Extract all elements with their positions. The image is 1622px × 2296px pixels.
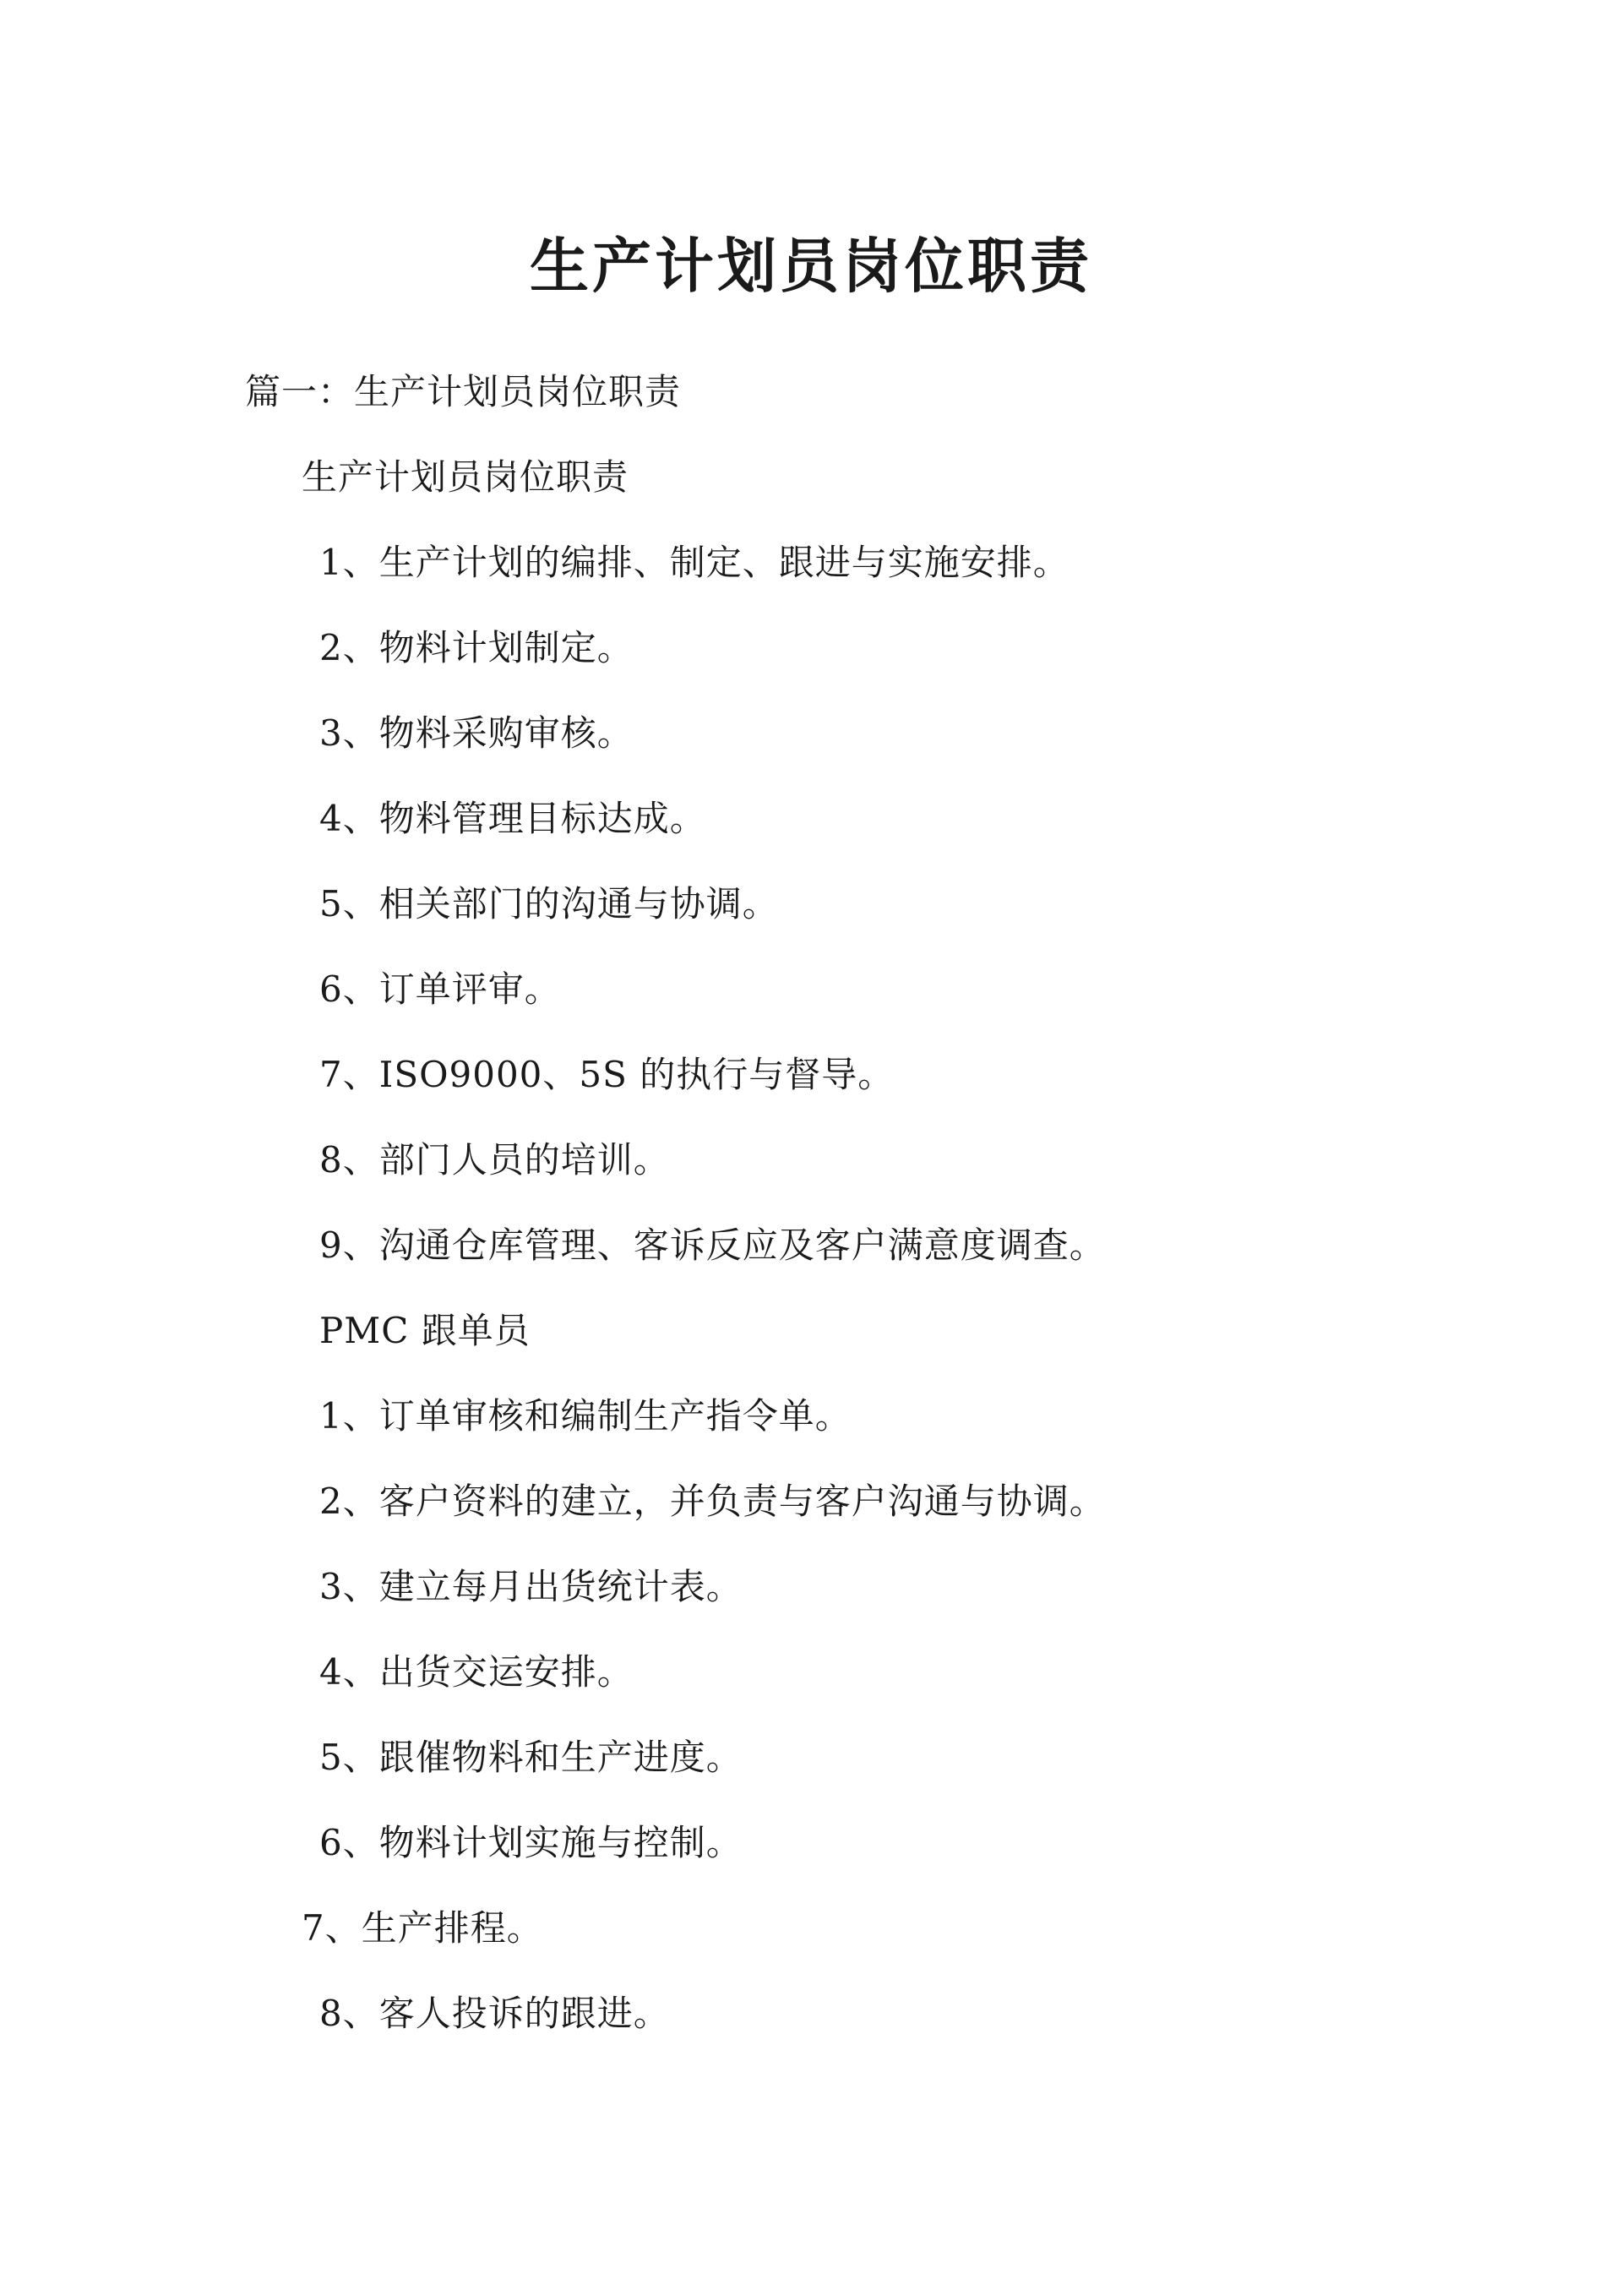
list-item: 3、物料采购审核。 [319,712,634,754]
list-item: 4、出货交运安排。 [319,1651,634,1693]
list-item: 7、ISO9000、5S 的执行与督导。 [319,1054,895,1095]
subheading: 生产计划员岗位职责 [302,456,629,498]
list-item: 8、客人投诉的跟进。 [319,1993,670,2034]
list-item: 8、部门人员的培训。 [319,1139,670,1181]
list-item: 7、生产排程。 [302,1907,543,1949]
list-item: 3、建立每月出货统计表。 [319,1566,743,1607]
list-item: 4、物料管理目标达成。 [319,798,706,839]
list-item: 1、订单审核和编制生产指令单。 [319,1395,852,1437]
list-item: 5、跟催物料和生产进度。 [319,1737,743,1778]
list-item: 2、客户资料的建立，并负责与客户沟通与协调。 [319,1481,1106,1522]
list-item: 5、相关部门的沟通与协调。 [319,883,779,924]
document-title: 生产计划员岗位职责 [530,231,1092,301]
list-item: 1、生产计划的编排、制定、跟进与实施安排。 [319,542,1070,583]
list-item: 6、订单评审。 [319,968,561,1010]
section-heading: 篇一：生产计划员岗位职责 [245,371,682,412]
pmc-heading: PMC 跟单员 [319,1310,531,1351]
list-item: 6、物料计划实施与控制。 [319,1822,743,1863]
list-item: 9、沟通仓库管理、客诉反应及客户满意度调查。 [319,1224,1106,1266]
list-item: 2、物料计划制定。 [319,627,634,668]
